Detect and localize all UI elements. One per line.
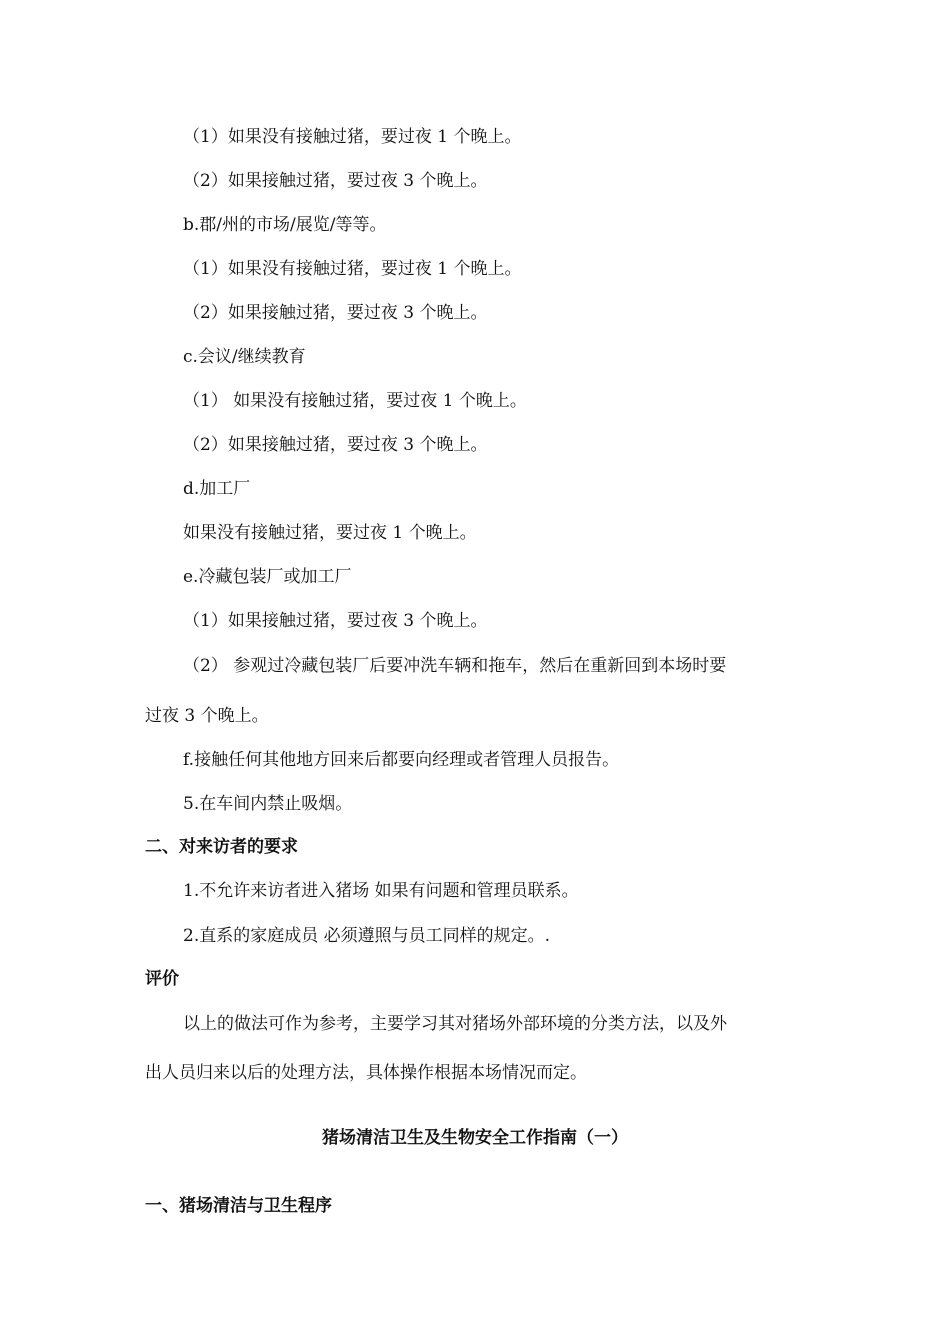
paragraph: d.加工厂 xyxy=(183,479,251,499)
paragraph: （2） 参观过冷藏包装厂后要冲洗车辆和拖车，然后在重新回到本场时要 xyxy=(183,656,727,676)
paragraph: f.接触任何其他地方回来后都要向经理或者管理人员报告。 xyxy=(183,750,620,770)
paragraph: 5.在车间内禁止吸烟。 xyxy=(183,794,353,814)
paragraph: （2）如果接触过猪，要过夜 3 个晚上。 xyxy=(183,435,488,455)
section-heading: 二、对来访者的要求 xyxy=(145,837,298,857)
paragraph: （1）如果接触过猪，要过夜 3 个晚上。 xyxy=(183,611,488,631)
paragraph: e.冷藏包装厂或加工厂 xyxy=(183,567,352,587)
paragraph: 1.不允许来访者进入猪场 如果有问题和管理员联系。 xyxy=(183,881,579,901)
paragraph: （1） 如果没有接触过猪，要过夜 1 个晚上。 xyxy=(183,391,527,411)
section-heading: 一、猪场清洁与卫生程序 xyxy=(145,1196,332,1216)
paragraph: （2）如果接触过猪，要过夜 3 个晚上。 xyxy=(183,303,488,323)
section-heading: 评价 xyxy=(145,969,179,989)
paragraph: c.会议/继续教育 xyxy=(183,347,306,367)
paragraph: 以上的做法可作为参考，主要学习其对猪场外部环境的分类方法，以及外 xyxy=(183,1014,727,1034)
paragraph: 过夜 3 个晚上。 xyxy=(145,706,269,726)
paragraph: b.郡/州的市场/展览/等等。 xyxy=(183,215,387,235)
document-title: 猪场清洁卫生及生物安全工作指南（一） xyxy=(322,1128,628,1148)
paragraph: 如果没有接触过猪，要过夜 1 个晚上。 xyxy=(183,523,477,543)
paragraph: 出人员归来以后的处理方法，具体操作根据本场情况而定。 xyxy=(145,1063,587,1083)
paragraph: 2.直系的家庭成员 必须遵照与员工同样的规定。. xyxy=(183,926,551,946)
paragraph: （1）如果没有接触过猪，要过夜 1 个晚上。 xyxy=(183,127,522,147)
paragraph: （2）如果接触过猪，要过夜 3 个晚上。 xyxy=(183,171,488,191)
paragraph: （1）如果没有接触过猪，要过夜 1 个晚上。 xyxy=(183,259,522,279)
